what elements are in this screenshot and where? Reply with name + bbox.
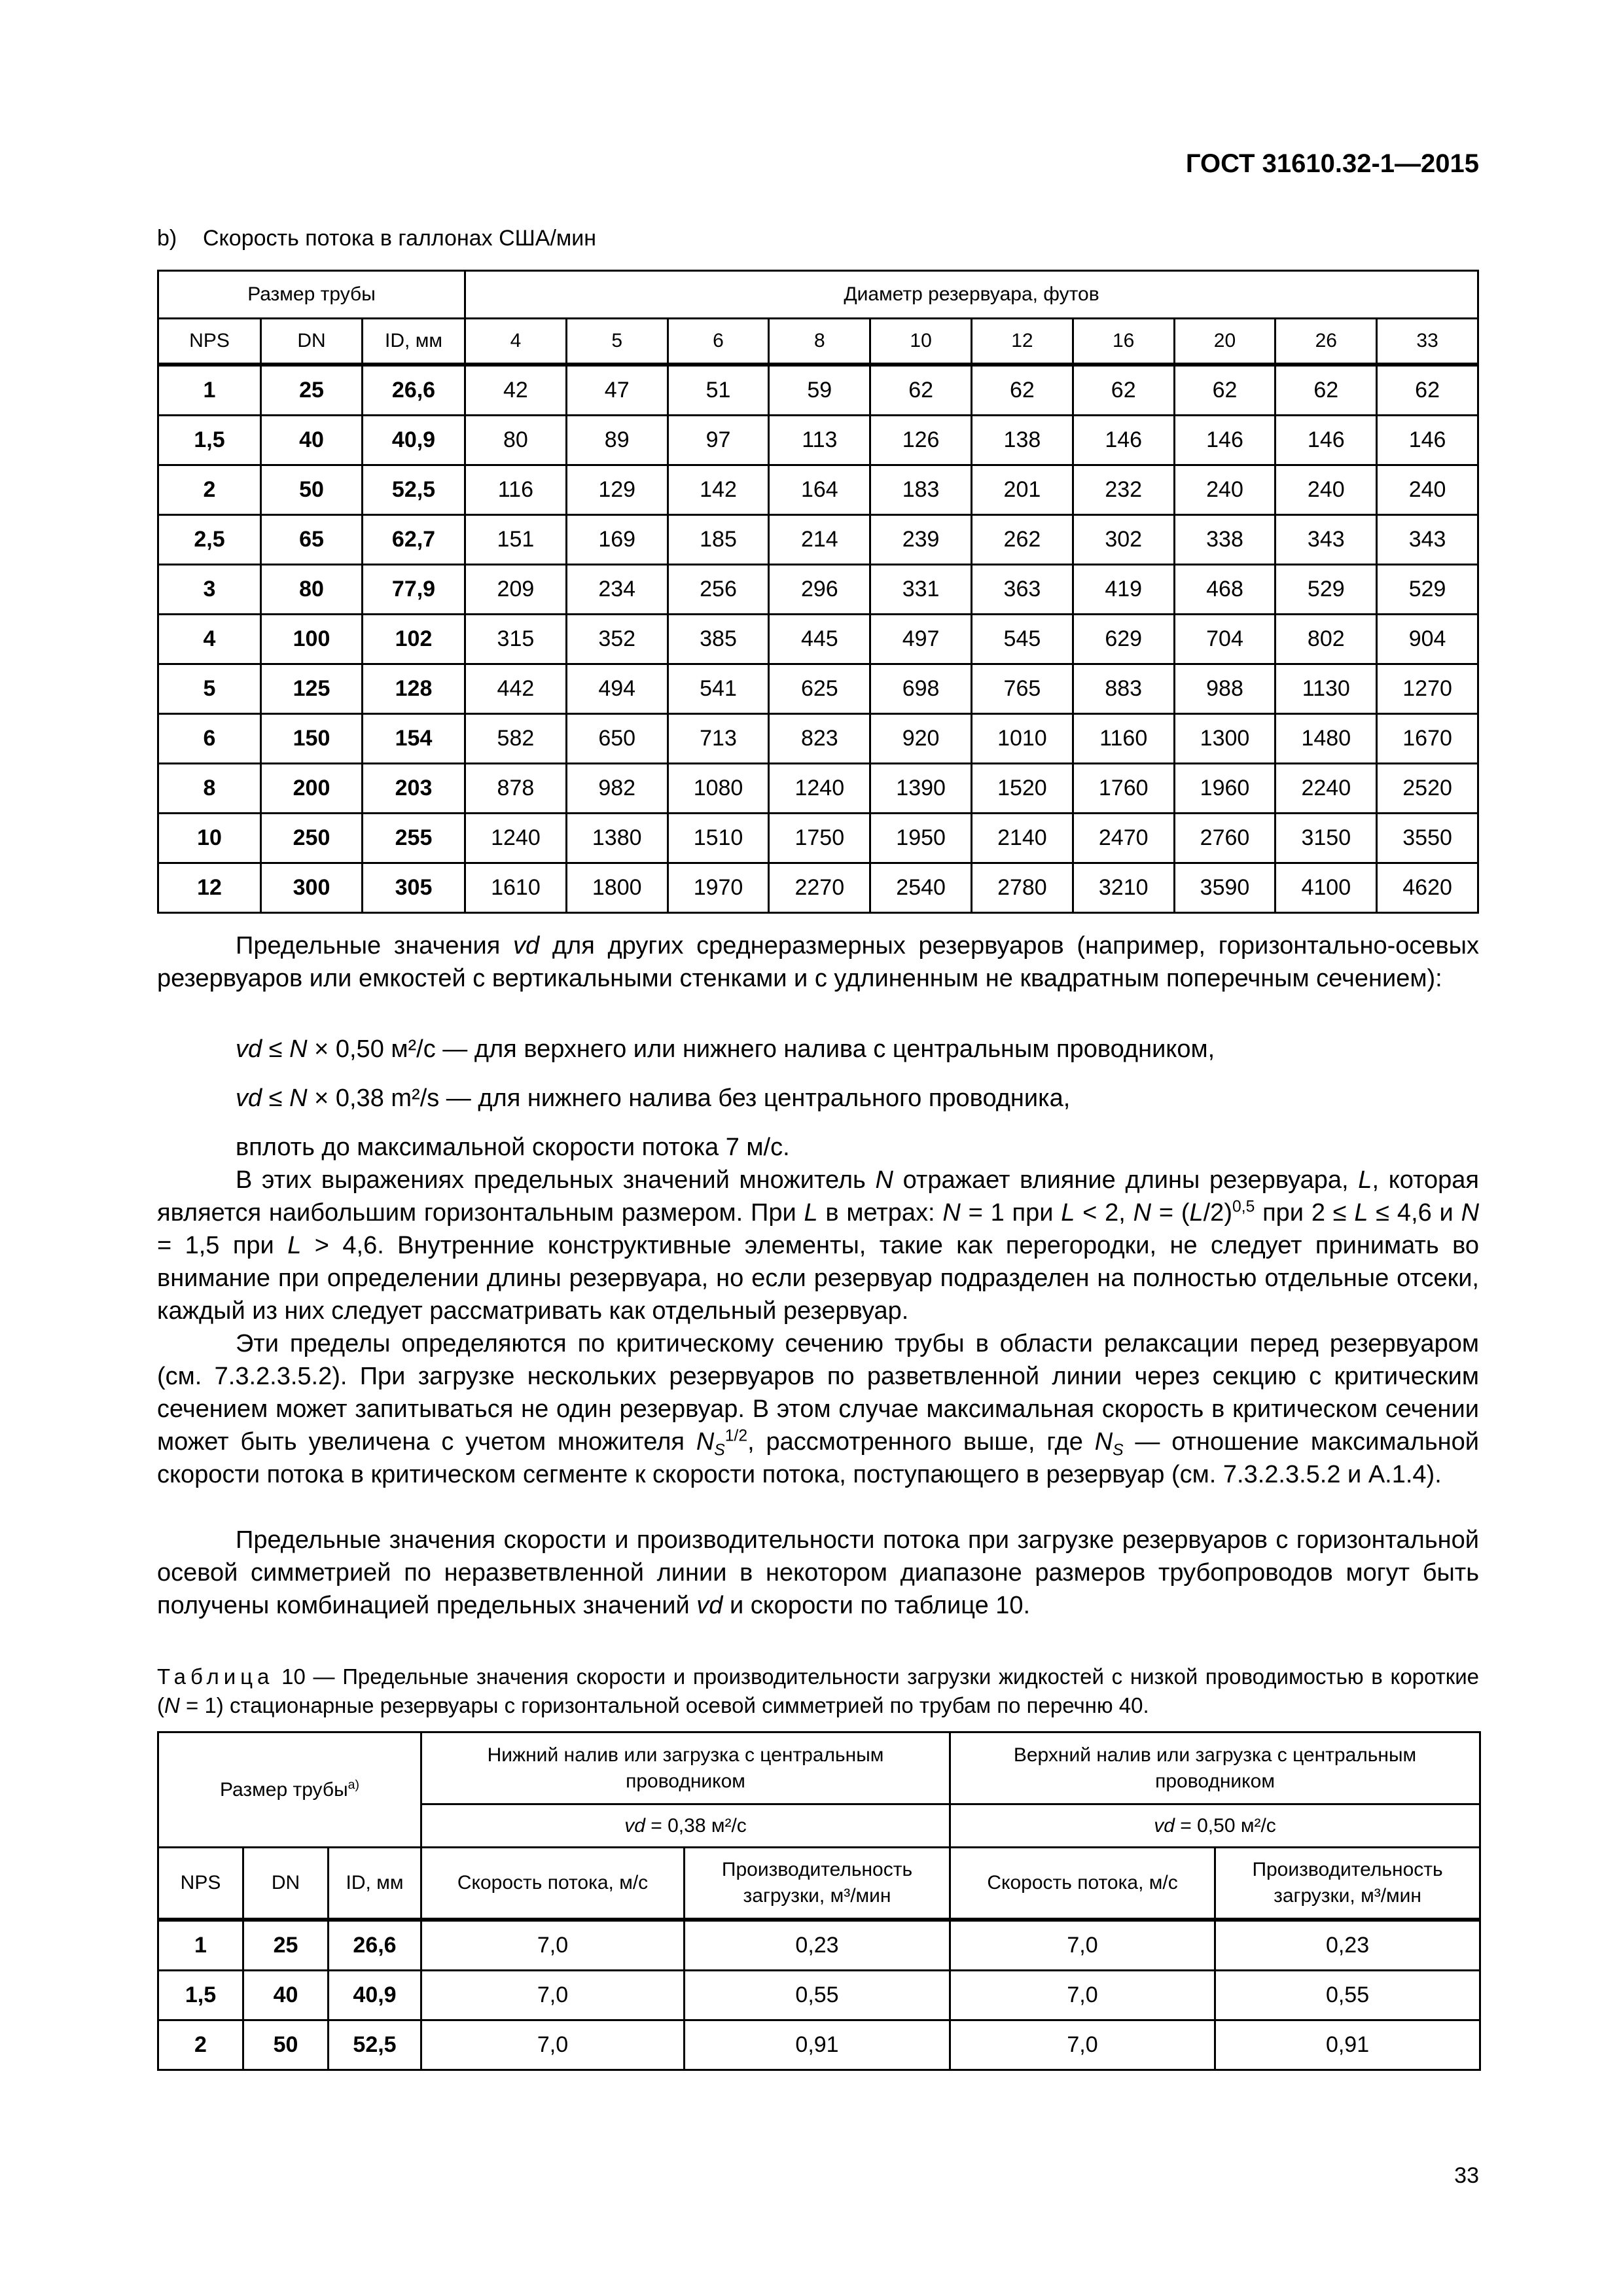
t10-pipe-size-header: Размер трубы$^{а)}$ bbox=[158, 1732, 421, 1848]
table-cell: 4620 bbox=[1377, 863, 1478, 913]
table-row bbox=[158, 416, 1478, 465]
t10-vd-038: vd = 0,38 м²/с bbox=[421, 1804, 950, 1848]
table-cell: 7,0 bbox=[950, 2020, 1215, 2070]
table-cell: 0,91 bbox=[685, 2020, 950, 2070]
col-diameter: 10 bbox=[870, 319, 972, 365]
table-cell: 1,5 bbox=[158, 416, 261, 465]
pipe-size-header: Размер трубы bbox=[158, 271, 465, 319]
table-cell: 2240 bbox=[1275, 764, 1377, 814]
table-cell: 100 bbox=[261, 615, 363, 664]
table-cell: 232 bbox=[1073, 465, 1174, 515]
table-cell: 625 bbox=[769, 664, 870, 714]
table-cell: 146 bbox=[1377, 416, 1478, 465]
table-cell: 1,5 bbox=[158, 1970, 243, 2020]
table-cell: 1270 bbox=[1377, 664, 1478, 714]
table-cell: 47 bbox=[566, 365, 668, 416]
table-cell: 629 bbox=[1073, 615, 1174, 664]
table-cell: 209 bbox=[465, 565, 567, 615]
table-cell: 203 bbox=[363, 764, 465, 814]
table-row bbox=[158, 1920, 1480, 1971]
table-row bbox=[158, 565, 1478, 615]
table-cell: 343 bbox=[1275, 515, 1377, 565]
table-cell: 256 bbox=[668, 565, 769, 615]
table-cell: 1480 bbox=[1275, 714, 1377, 764]
table-cell: 151 bbox=[465, 515, 567, 565]
table-cell: 240 bbox=[1377, 465, 1478, 515]
table-cell: 8 bbox=[158, 764, 261, 814]
col-diameter: 26 bbox=[1275, 319, 1377, 365]
table-cell: 146 bbox=[1174, 416, 1275, 465]
table-cell: 343 bbox=[1377, 515, 1478, 565]
table-cell: 142 bbox=[668, 465, 769, 515]
table-cell: 89 bbox=[566, 416, 668, 465]
table-cell: 26,6 bbox=[363, 365, 465, 416]
subsection-index: b) bbox=[157, 226, 177, 251]
table-row bbox=[158, 615, 1478, 664]
table-cell: 146 bbox=[1275, 416, 1377, 465]
table-cell: 102 bbox=[363, 615, 465, 664]
table-cell: 1160 bbox=[1073, 714, 1174, 764]
table-cell: 713 bbox=[668, 714, 769, 764]
table-row bbox=[158, 515, 1478, 565]
table-cell: 823 bbox=[769, 714, 870, 764]
table-cell: 1960 bbox=[1174, 764, 1275, 814]
table-cell: 878 bbox=[465, 764, 567, 814]
col-diameter: 6 bbox=[668, 319, 769, 365]
table-cell: 0,55 bbox=[685, 1970, 950, 2020]
table-cell: 0,23 bbox=[1215, 1920, 1480, 1971]
table-cell: 201 bbox=[972, 465, 1073, 515]
col-diameter: 20 bbox=[1174, 319, 1275, 365]
table-cell: 3150 bbox=[1275, 814, 1377, 863]
table-cell: 305 bbox=[363, 863, 465, 913]
table-cell: 40,9 bbox=[363, 416, 465, 465]
table-cell: 904 bbox=[1377, 615, 1478, 664]
table-cell: 62,7 bbox=[363, 515, 465, 565]
table-cell: 50 bbox=[243, 2020, 329, 2070]
t10-col-speed-2: Скорость потока, м/с bbox=[950, 1848, 1215, 1920]
table-cell: 7,0 bbox=[421, 2020, 685, 2070]
table-cell: 541 bbox=[668, 664, 769, 714]
formula-2: vd ≤ N × 0,38 m²/s — для нижнего налива без центрального проводника, bbox=[236, 1085, 1071, 1112]
formula-1: vd ≤ N × 0,50 м²/с — для верхнего или нижнего налива с центральным проводником, bbox=[236, 1035, 1215, 1063]
table-cell: 25 bbox=[243, 1920, 329, 1971]
t10-col-speed-1: Скорость потока, м/с bbox=[421, 1848, 685, 1920]
table-cell: 1010 bbox=[972, 714, 1073, 764]
table-cell: 296 bbox=[769, 565, 870, 615]
paragraph-2: В этих выражениях предельных значений множитель N отражает влияние длины резервуара, L, которая является наибольшим горизонтальным размером. При L в метрах: N = 1 при L < 2, $N = (L/2)^{0,5}$ при 2 ≤ L ≤ 4,6 и N = 1,5 при L > 4,6. Внутренние конструктивные элементы, такие как перегородки, не следует принимать во внимание при определении длины резервуара, но если резервуар подразделен на полностью отдельные отсеки, каждый из них следует рассматривать как отдельный резервуар. bbox=[157, 1166, 1480, 1325]
t10-col-nps: NPS bbox=[158, 1848, 243, 1920]
table-cell: 62 bbox=[1377, 365, 1478, 416]
table-cell: 3 bbox=[158, 565, 261, 615]
col-id: ID, мм bbox=[363, 319, 465, 365]
table-cell: 2470 bbox=[1073, 814, 1174, 863]
col-nps: NPS bbox=[158, 319, 261, 365]
table-cell: 1300 bbox=[1174, 714, 1275, 764]
table10-label: Таблица bbox=[157, 1664, 274, 1689]
table-cell: 1750 bbox=[769, 814, 870, 863]
t10-bottom-fill-header: Нижний налив или загрузка с центральным проводником bbox=[421, 1732, 950, 1804]
table-cell: 77,9 bbox=[363, 565, 465, 615]
table-cell: 529 bbox=[1377, 565, 1478, 615]
table-cell: 1520 bbox=[972, 764, 1073, 814]
table-cell: 80 bbox=[465, 416, 567, 465]
table-cell: 240 bbox=[1275, 465, 1377, 515]
table-cell: 1510 bbox=[668, 814, 769, 863]
table-cell: 65 bbox=[261, 515, 363, 565]
t10-top-fill-header: Верхний налив или загрузка с центральным проводником bbox=[950, 1732, 1480, 1804]
table-cell: 385 bbox=[668, 615, 769, 664]
table-cell: 51 bbox=[668, 365, 769, 416]
table-cell: 40,9 bbox=[329, 1970, 421, 2020]
table-row bbox=[158, 465, 1478, 515]
table-cell: 920 bbox=[870, 714, 972, 764]
table-cell: 62 bbox=[972, 365, 1073, 416]
table-cell: 12 bbox=[158, 863, 261, 913]
table-row bbox=[158, 2020, 1480, 2070]
table-cell: 10 bbox=[158, 814, 261, 863]
table-cell: 2 bbox=[158, 2020, 243, 2070]
document-header: ГОСТ 31610.32-1—2015 bbox=[1185, 149, 1479, 178]
table-cell: 255 bbox=[363, 814, 465, 863]
table-cell: 4 bbox=[158, 615, 261, 664]
table-cell: 40 bbox=[243, 1970, 329, 2020]
table-cell: 1970 bbox=[668, 863, 769, 913]
paragraph-1: Предельные значения vd для других среднеразмерных резервуаров (например, горизонтально-осевых резервуаров или емкостей с вертикальными стенками и с удлиненным не квадратным поперечным сечением): bbox=[157, 932, 1479, 992]
col-diameter: 5 bbox=[566, 319, 668, 365]
table-cell: 0,91 bbox=[1215, 2020, 1480, 2070]
table-cell: 545 bbox=[972, 615, 1073, 664]
table-cell: 183 bbox=[870, 465, 972, 515]
table-cell: 7,0 bbox=[421, 1970, 685, 2020]
table-cell: 363 bbox=[972, 565, 1073, 615]
table-cell: 6 bbox=[158, 714, 261, 764]
table-cell: 52,5 bbox=[363, 465, 465, 515]
table-cell: 262 bbox=[972, 515, 1073, 565]
table-cell: 185 bbox=[668, 515, 769, 565]
table-cell: 97 bbox=[668, 416, 769, 465]
table-cell: 125 bbox=[261, 664, 363, 714]
table-cell: 331 bbox=[870, 565, 972, 615]
table10-caption: Таблица 10 — Предельные значения скорости и производительности загрузки жидкостей с низкой проводимостью в короткие (N = 1) стационарные резервуары с горизонтальной осевой симметрией по трубам по перечню 40. bbox=[157, 1664, 1479, 1717]
document-page bbox=[157, 0, 1479, 2296]
table-cell: 1380 bbox=[566, 814, 668, 863]
table-cell: 80 bbox=[261, 565, 363, 615]
tank-diameter-header: Диаметр резервуара, футов bbox=[465, 271, 1478, 319]
table-cell: 154 bbox=[363, 714, 465, 764]
table-cell: 0,55 bbox=[1215, 1970, 1480, 2020]
table-cell: 62 bbox=[1174, 365, 1275, 416]
table-cell: 982 bbox=[566, 764, 668, 814]
table-cell: 1080 bbox=[668, 764, 769, 814]
table-cell: 315 bbox=[465, 615, 567, 664]
table-cell: 352 bbox=[566, 615, 668, 664]
table-cell: 419 bbox=[1073, 565, 1174, 615]
table-cell: 442 bbox=[465, 664, 567, 714]
table-cell: 234 bbox=[566, 565, 668, 615]
col-diameter: 8 bbox=[769, 319, 870, 365]
table-cell: 5 bbox=[158, 664, 261, 714]
table-cell: 250 bbox=[261, 814, 363, 863]
table-cell: 802 bbox=[1275, 615, 1377, 664]
table-cell: 650 bbox=[566, 714, 668, 764]
table-cell: 3210 bbox=[1073, 863, 1174, 913]
table-row bbox=[158, 1970, 1480, 2020]
table-row bbox=[158, 814, 1478, 863]
table-cell: 62 bbox=[1073, 365, 1174, 416]
table-row bbox=[158, 664, 1478, 714]
subsection-title: Скорость потока в галлонах США/мин bbox=[203, 226, 597, 251]
table-cell: 1800 bbox=[566, 863, 668, 913]
table-cell: 240 bbox=[1174, 465, 1275, 515]
table-row bbox=[158, 365, 1478, 416]
table-cell: 2 bbox=[158, 465, 261, 515]
table-cell: 138 bbox=[972, 416, 1073, 465]
t10-col-perf-1: Производительность загрузки, м³/мин bbox=[685, 1848, 950, 1920]
t10-col-id: ID, мм bbox=[329, 1848, 421, 1920]
table10 bbox=[157, 1731, 1481, 2071]
table-cell: 2780 bbox=[972, 863, 1073, 913]
flow-rate-table-body bbox=[158, 365, 1478, 913]
table-cell: 468 bbox=[1174, 565, 1275, 615]
paragraph-3: Эти пределы определяются по критическому сечению трубы в области релаксации перед резервуаром (см. 7.3.2.3.5.2). При загрузке нескольких резервуаров по разветвленной линии через секцию с критическим сечением может запитываться не один резервуар. В этом случае максимальная скорость в критическом сечении может быть увеличена с учетом множителя $N_S^{1/2}$, рассмотренного выше, где $N_S$ — отношение максимальной скорости потока в критическом сегменте к скорости потока, поступающего в резервуар (см. 7.3.2.3.5.2 и А.1.4). bbox=[157, 1330, 1479, 1488]
table-cell: 2760 bbox=[1174, 814, 1275, 863]
t10-col-dn: DN bbox=[243, 1848, 329, 1920]
table-cell: 1240 bbox=[465, 814, 567, 863]
table-cell: 300 bbox=[261, 863, 363, 913]
t10-vd-050: vd = 0,50 м²/с bbox=[950, 1804, 1480, 1848]
table-cell: 113 bbox=[769, 416, 870, 465]
table-cell: 529 bbox=[1275, 565, 1377, 615]
table-cell: 883 bbox=[1073, 664, 1174, 714]
table-cell: 2270 bbox=[769, 863, 870, 913]
table-cell: 126 bbox=[870, 416, 972, 465]
table-cell: 1130 bbox=[1275, 664, 1377, 714]
col-diameter: 33 bbox=[1377, 319, 1478, 365]
table-cell: 2520 bbox=[1377, 764, 1478, 814]
table-cell: 1240 bbox=[769, 764, 870, 814]
table-cell: 582 bbox=[465, 714, 567, 764]
table-cell: 25 bbox=[261, 365, 363, 416]
table-cell: 164 bbox=[769, 465, 870, 515]
table-cell: 1 bbox=[158, 365, 261, 416]
table-cell: 150 bbox=[261, 714, 363, 764]
table-cell: 1 bbox=[158, 1920, 243, 1971]
table-cell: 42 bbox=[465, 365, 567, 416]
table-cell: 128 bbox=[363, 664, 465, 714]
table-cell: 239 bbox=[870, 515, 972, 565]
table-cell: 214 bbox=[769, 515, 870, 565]
table-cell: 146 bbox=[1073, 416, 1174, 465]
table-cell: 1950 bbox=[870, 814, 972, 863]
table-cell: 1670 bbox=[1377, 714, 1478, 764]
table-cell: 2540 bbox=[870, 863, 972, 913]
table-row bbox=[158, 714, 1478, 764]
table-cell: 338 bbox=[1174, 515, 1275, 565]
table-cell: 445 bbox=[769, 615, 870, 664]
table-cell: 1390 bbox=[870, 764, 972, 814]
col-diameter: 16 bbox=[1073, 319, 1174, 365]
table-cell: 2,5 bbox=[158, 515, 261, 565]
col-dn: DN bbox=[261, 319, 363, 365]
table-cell: 1610 bbox=[465, 863, 567, 913]
col-diameter: 4 bbox=[465, 319, 567, 365]
table-cell: 497 bbox=[870, 615, 972, 664]
table-cell: 200 bbox=[261, 764, 363, 814]
table-cell: 40 bbox=[261, 416, 363, 465]
subsection-caption bbox=[157, 226, 596, 251]
table-cell: 7,0 bbox=[950, 1920, 1215, 1971]
table-row bbox=[158, 863, 1478, 913]
formula-3: вплоть до максимальной скорости потока 7 м/с. bbox=[236, 1134, 790, 1161]
table-cell: 988 bbox=[1174, 664, 1275, 714]
table-cell: 7,0 bbox=[421, 1920, 685, 1971]
col-diameter: 12 bbox=[972, 319, 1073, 365]
t10-col-perf-2: Производительность загрузки, м³/мин bbox=[1215, 1848, 1480, 1920]
table-cell: 62 bbox=[1275, 365, 1377, 416]
table-cell: 3590 bbox=[1174, 863, 1275, 913]
table-cell: 1760 bbox=[1073, 764, 1174, 814]
paragraph-4: Предельные значения скорости и производительности потока при загрузке резервуаров с горизонтальной осевой симметрией по неразветвленной линии в некотором диапазоне размеров трубопроводов могут быть получены комбинацией предельных значений vd и скорости по таблице 10. bbox=[157, 1526, 1479, 1619]
table-cell: 59 bbox=[769, 365, 870, 416]
table-cell: 4100 bbox=[1275, 863, 1377, 913]
table-cell: 52,5 bbox=[329, 2020, 421, 2070]
table-cell: 169 bbox=[566, 515, 668, 565]
flow-rate-table bbox=[157, 270, 1479, 914]
table-row bbox=[158, 764, 1478, 814]
table-cell: 698 bbox=[870, 664, 972, 714]
page-number: 33 bbox=[1454, 2163, 1479, 2188]
table-cell: 3550 bbox=[1377, 814, 1478, 863]
table-cell: 302 bbox=[1073, 515, 1174, 565]
table-cell: 116 bbox=[465, 465, 567, 515]
table-cell: 704 bbox=[1174, 615, 1275, 664]
table-cell: 494 bbox=[566, 664, 668, 714]
table-cell: 129 bbox=[566, 465, 668, 515]
table-cell: 765 bbox=[972, 664, 1073, 714]
table-cell: 50 bbox=[261, 465, 363, 515]
table-cell: 7,0 bbox=[950, 1970, 1215, 2020]
table-cell: 26,6 bbox=[329, 1920, 421, 1971]
table-cell: 2140 bbox=[972, 814, 1073, 863]
table-cell: 0,23 bbox=[685, 1920, 950, 1971]
table10-body bbox=[158, 1920, 1480, 2070]
table-cell: 62 bbox=[870, 365, 972, 416]
